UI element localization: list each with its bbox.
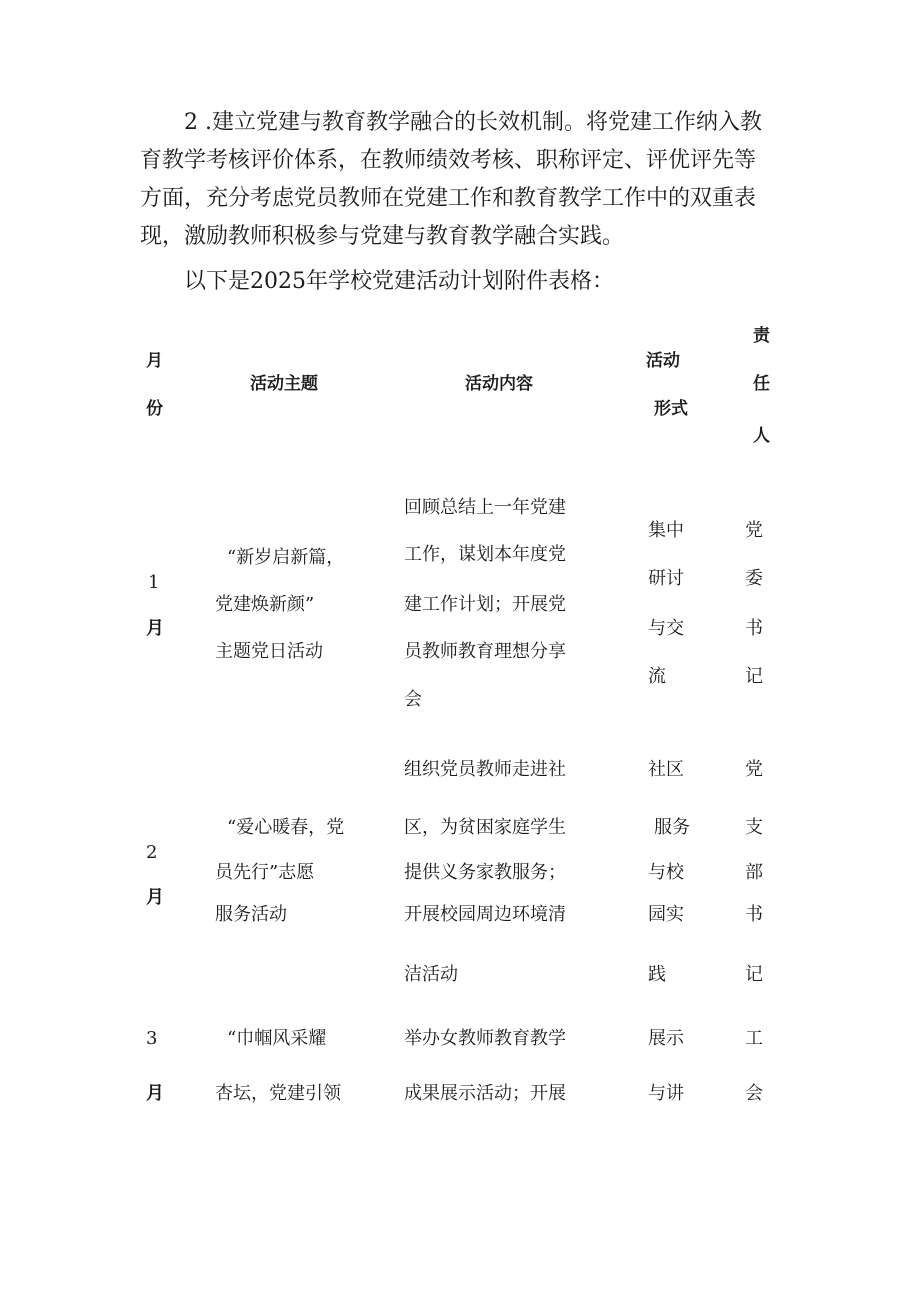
row-form: 与交 xyxy=(648,618,684,639)
paragraph-line: 育教学考核评价体系，在教师绩效考核、职称评定、评优评先等 xyxy=(140,148,757,173)
header-theme: 活动主题 xyxy=(250,374,318,394)
paragraph-line: 方面，充分考虑党员教师在党建工作和教育教学工作中的双重表 xyxy=(140,186,757,211)
row-owner: 党 xyxy=(745,520,763,541)
row-content: 举办女教师教育教学 xyxy=(404,1028,566,1049)
row-form: 与讲 xyxy=(648,1083,684,1104)
row-theme: 杏坛，党建引领 xyxy=(215,1083,341,1104)
body-paragraph xyxy=(140,104,800,256)
row-theme: “巾帼风采耀 xyxy=(227,1028,327,1049)
row-form: 展示 xyxy=(648,1028,684,1049)
row-owner: 党 xyxy=(745,759,763,780)
row-theme: 员先行”志愿 xyxy=(215,862,315,883)
paragraph-line: 2 .建立党建与教育教学融合的长效机制。将党建工作纳入教 xyxy=(184,110,762,135)
row-month: 2 xyxy=(146,842,158,863)
row-form: 园实 xyxy=(648,904,684,925)
header-content: 活动内容 xyxy=(465,374,533,394)
header-owner: 责 xyxy=(753,326,770,346)
row-theme: 主题党日活动 xyxy=(215,641,323,662)
row-content: 员教师教育理想分享 xyxy=(404,641,566,662)
row-month: 月 xyxy=(146,618,164,639)
row-owner: 书 xyxy=(745,618,763,639)
row-owner: 书 xyxy=(745,904,763,925)
row-owner: 记 xyxy=(745,964,763,985)
row-theme: 服务活动 xyxy=(215,904,287,925)
row-form: 社区 xyxy=(648,759,684,780)
row-form: 服务 xyxy=(654,817,690,838)
header-month: 月 xyxy=(146,351,163,371)
row-form: 流 xyxy=(648,666,666,687)
row-owner: 部 xyxy=(745,862,763,883)
row-owner: 支 xyxy=(745,817,763,838)
row-owner: 委 xyxy=(745,568,763,589)
row-month: 月 xyxy=(146,887,164,908)
row-form: 研讨 xyxy=(648,568,684,589)
row-content: 工作，谋划本年度党 xyxy=(404,544,566,565)
header-month: 份 xyxy=(146,399,163,419)
paragraph-line: 现，激励教师积极参与党建与教育教学融合实践。 xyxy=(140,224,625,249)
row-content: 洁活动 xyxy=(404,964,458,985)
row-content: 组织党员教师走进社 xyxy=(404,759,566,780)
row-theme: 党建焕新颜” xyxy=(215,594,315,615)
row-form: 集中 xyxy=(648,520,684,541)
row-theme: “新岁启新篇， xyxy=(227,547,345,568)
header-owner: 人 xyxy=(753,426,770,446)
row-owner: 会 xyxy=(745,1083,763,1104)
row-content: 提供义务家教服务； xyxy=(404,862,566,883)
row-month: 3 xyxy=(146,1028,158,1049)
row-month: 月 xyxy=(146,1083,164,1104)
row-content: 成果展示活动；开展 xyxy=(404,1083,566,1104)
intro-line xyxy=(140,263,800,301)
row-form: 与校 xyxy=(648,862,684,883)
row-content: 区，为贫困家庭学生 xyxy=(404,817,566,838)
row-content: 会 xyxy=(404,689,422,710)
row-owner: 记 xyxy=(745,666,763,687)
row-theme: “爱心暖春，党 xyxy=(227,817,345,838)
row-content: 回顾总结上一年党建 xyxy=(404,497,566,518)
row-content: 开展校园周边环境清 xyxy=(404,904,566,925)
row-content: 建工作计划；开展党 xyxy=(404,594,566,615)
row-form: 践 xyxy=(648,964,666,985)
header-form: 活动 xyxy=(646,351,680,371)
row-month: 1 xyxy=(148,572,160,593)
row-owner: 工 xyxy=(745,1028,763,1049)
intro-text: 以下是2025年学校党建活动计划附件表格： xyxy=(184,269,614,294)
header-form: 形式 xyxy=(654,399,688,419)
header-owner: 任 xyxy=(753,374,770,394)
